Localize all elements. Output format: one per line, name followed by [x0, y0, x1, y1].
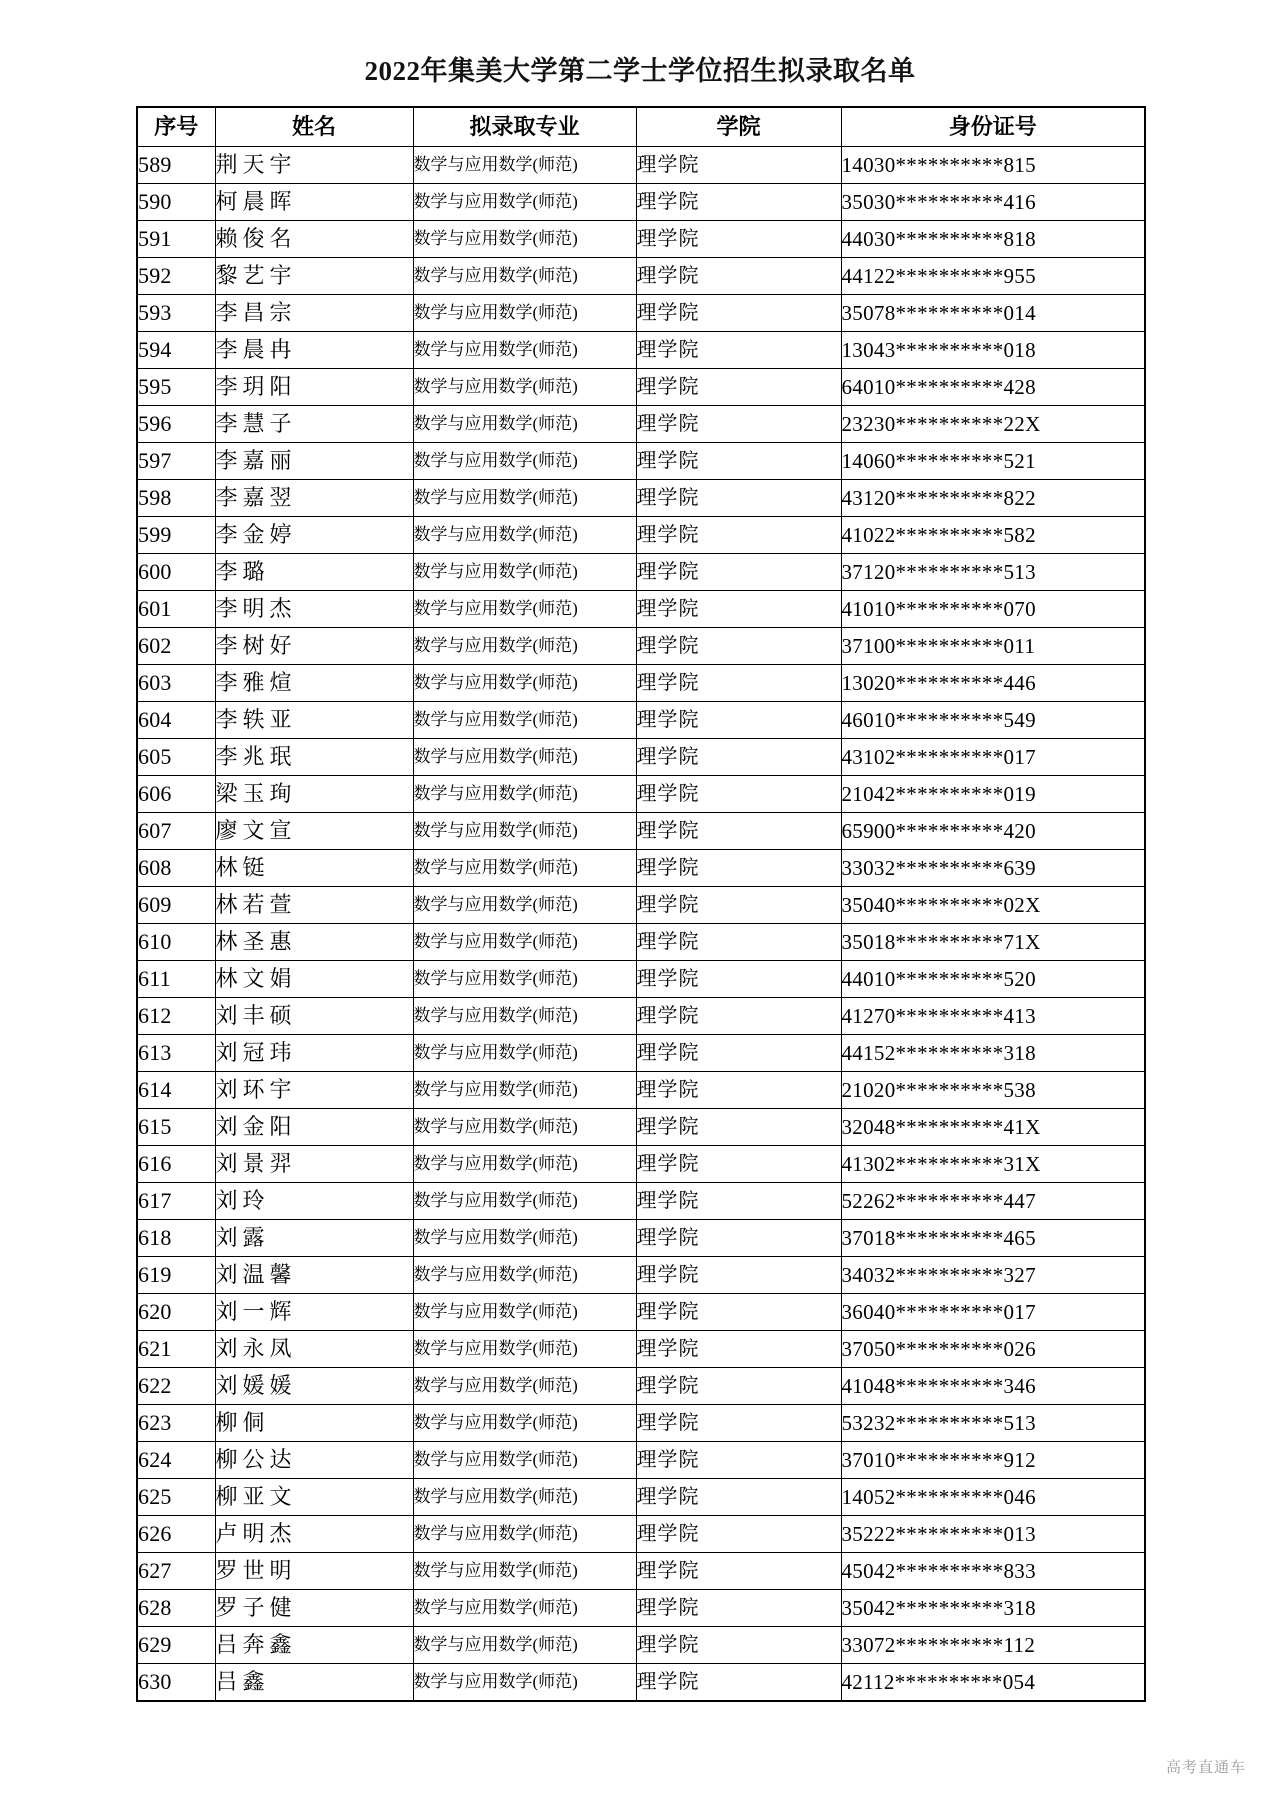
- cell-sequence: 616: [137, 1146, 215, 1183]
- cell-major: 数学与应用数学(师范): [413, 1553, 636, 1590]
- cell-major: 数学与应用数学(师范): [413, 850, 636, 887]
- cell-sequence: 603: [137, 665, 215, 702]
- table-row: [137, 184, 1145, 221]
- cell-id-number: 43120**********822: [841, 480, 1145, 517]
- cell-name: 荆天宇: [215, 147, 413, 184]
- cell-college: 理学院: [636, 147, 841, 184]
- cell-name: 林若萱: [215, 887, 413, 924]
- cell-name: 李晨冉: [215, 332, 413, 369]
- cell-sequence: 590: [137, 184, 215, 221]
- table-row: [137, 1590, 1145, 1627]
- cell-major: 数学与应用数学(师范): [413, 628, 636, 665]
- cell-major: 数学与应用数学(师范): [413, 1664, 636, 1702]
- cell-name: 廖文宣: [215, 813, 413, 850]
- table-row: [137, 1405, 1145, 1442]
- cell-college: 理学院: [636, 776, 841, 813]
- cell-sequence: 606: [137, 776, 215, 813]
- table-row: [137, 1368, 1145, 1405]
- cell-name: 刘露: [215, 1220, 413, 1257]
- cell-id-number: 37120**********513: [841, 554, 1145, 591]
- table-row: [137, 1516, 1145, 1553]
- cell-id-number: 37010**********912: [841, 1442, 1145, 1479]
- cell-sequence: 602: [137, 628, 215, 665]
- cell-id-number: 46010**********549: [841, 702, 1145, 739]
- table-row: [137, 850, 1145, 887]
- cell-college: 理学院: [636, 961, 841, 998]
- cell-college: 理学院: [636, 1220, 841, 1257]
- table-row: [137, 628, 1145, 665]
- cell-id-number: 14060**********521: [841, 443, 1145, 480]
- cell-major: 数学与应用数学(师范): [413, 739, 636, 776]
- cell-major: 数学与应用数学(师范): [413, 1442, 636, 1479]
- cell-major: 数学与应用数学(师范): [413, 665, 636, 702]
- cell-college: 理学院: [636, 998, 841, 1035]
- cell-college: 理学院: [636, 369, 841, 406]
- cell-major: 数学与应用数学(师范): [413, 147, 636, 184]
- cell-college: 理学院: [636, 554, 841, 591]
- cell-id-number: 35222**********013: [841, 1516, 1145, 1553]
- cell-id-number: 33072**********112: [841, 1627, 1145, 1664]
- table-row: [137, 332, 1145, 369]
- cell-sequence: 591: [137, 221, 215, 258]
- cell-name: 李慧子: [215, 406, 413, 443]
- cell-major: 数学与应用数学(师范): [413, 961, 636, 998]
- table-row: [137, 665, 1145, 702]
- cell-sequence: 607: [137, 813, 215, 850]
- cell-id-number: 41022**********582: [841, 517, 1145, 554]
- cell-college: 理学院: [636, 1146, 841, 1183]
- cell-sequence: 629: [137, 1627, 215, 1664]
- cell-major: 数学与应用数学(师范): [413, 1072, 636, 1109]
- cell-name: 刘一辉: [215, 1294, 413, 1331]
- table-row: [137, 1183, 1145, 1220]
- table-row: [137, 739, 1145, 776]
- cell-sequence: 598: [137, 480, 215, 517]
- cell-name: 李玥阳: [215, 369, 413, 406]
- table-row: [137, 961, 1145, 998]
- cell-id-number: 65900**********420: [841, 813, 1145, 850]
- cell-name: 柳公达: [215, 1442, 413, 1479]
- cell-major: 数学与应用数学(师范): [413, 1183, 636, 1220]
- cell-college: 理学院: [636, 221, 841, 258]
- cell-id-number: 35078**********014: [841, 295, 1145, 332]
- table-row: [137, 887, 1145, 924]
- cell-major: 数学与应用数学(师范): [413, 1220, 636, 1257]
- cell-sequence: 608: [137, 850, 215, 887]
- cell-id-number: 41010**********070: [841, 591, 1145, 628]
- cell-name: 林铤: [215, 850, 413, 887]
- cell-sequence: 625: [137, 1479, 215, 1516]
- cell-sequence: 626: [137, 1516, 215, 1553]
- cell-sequence: 604: [137, 702, 215, 739]
- table-row: [137, 591, 1145, 628]
- cell-id-number: 37050**********026: [841, 1331, 1145, 1368]
- table-row: [137, 443, 1145, 480]
- cell-major: 数学与应用数学(师范): [413, 1516, 636, 1553]
- table-row: [137, 1146, 1145, 1183]
- cell-sequence: 609: [137, 887, 215, 924]
- cell-sequence: 627: [137, 1553, 215, 1590]
- table-row: [137, 369, 1145, 406]
- cell-name: 林文娟: [215, 961, 413, 998]
- cell-college: 理学院: [636, 850, 841, 887]
- cell-sequence: 599: [137, 517, 215, 554]
- cell-id-number: 35042**********318: [841, 1590, 1145, 1627]
- cell-college: 理学院: [636, 406, 841, 443]
- cell-major: 数学与应用数学(师范): [413, 517, 636, 554]
- cell-sequence: 613: [137, 1035, 215, 1072]
- table-row: [137, 1331, 1145, 1368]
- cell-college: 理学院: [636, 443, 841, 480]
- cell-id-number: 43102**********017: [841, 739, 1145, 776]
- cell-sequence: 597: [137, 443, 215, 480]
- table-row: [137, 147, 1145, 184]
- cell-id-number: 14030**********815: [841, 147, 1145, 184]
- column-header-name: 姓名: [215, 107, 413, 147]
- table-row: [137, 813, 1145, 850]
- cell-id-number: 44010**********520: [841, 961, 1145, 998]
- cell-college: 理学院: [636, 517, 841, 554]
- cell-sequence: 595: [137, 369, 215, 406]
- cell-major: 数学与应用数学(师范): [413, 406, 636, 443]
- cell-major: 数学与应用数学(师范): [413, 295, 636, 332]
- cell-id-number: 32048**********41X: [841, 1109, 1145, 1146]
- cell-college: 理学院: [636, 1516, 841, 1553]
- cell-college: 理学院: [636, 1553, 841, 1590]
- cell-major: 数学与应用数学(师范): [413, 554, 636, 591]
- cell-college: 理学院: [636, 332, 841, 369]
- cell-sequence: 601: [137, 591, 215, 628]
- cell-id-number: 64010**********428: [841, 369, 1145, 406]
- cell-college: 理学院: [636, 1590, 841, 1627]
- cell-sequence: 620: [137, 1294, 215, 1331]
- cell-college: 理学院: [636, 1109, 841, 1146]
- cell-college: 理学院: [636, 702, 841, 739]
- roster-table-body: [137, 147, 1145, 1702]
- cell-major: 数学与应用数学(师范): [413, 776, 636, 813]
- cell-college: 理学院: [636, 295, 841, 332]
- cell-id-number: 53232**********513: [841, 1405, 1145, 1442]
- cell-college: 理学院: [636, 1072, 841, 1109]
- cell-name: 黎艺宇: [215, 258, 413, 295]
- table-row: [137, 554, 1145, 591]
- table-row: [137, 1257, 1145, 1294]
- cell-name: 梁玉珣: [215, 776, 413, 813]
- cell-college: 理学院: [636, 1442, 841, 1479]
- cell-id-number: 35018**********71X: [841, 924, 1145, 961]
- cell-major: 数学与应用数学(师范): [413, 1035, 636, 1072]
- page-title: 2022年集美大学第二学士学位招生拟录取名单: [364, 56, 916, 86]
- cell-major: 数学与应用数学(师范): [413, 1146, 636, 1183]
- cell-name: 李昌宗: [215, 295, 413, 332]
- cell-major: 数学与应用数学(师范): [413, 1257, 636, 1294]
- cell-sequence: 619: [137, 1257, 215, 1294]
- cell-name: 刘永凤: [215, 1331, 413, 1368]
- table-row: [137, 1072, 1145, 1109]
- cell-name: 刘金阳: [215, 1109, 413, 1146]
- cell-sequence: 589: [137, 147, 215, 184]
- cell-name: 罗子健: [215, 1590, 413, 1627]
- cell-college: 理学院: [636, 1405, 841, 1442]
- cell-sequence: 617: [137, 1183, 215, 1220]
- cell-major: 数学与应用数学(师范): [413, 1590, 636, 1627]
- table-row: [137, 1109, 1145, 1146]
- cell-major: 数学与应用数学(师范): [413, 221, 636, 258]
- cell-college: 理学院: [636, 628, 841, 665]
- cell-college: 理学院: [636, 813, 841, 850]
- cell-college: 理学院: [636, 591, 841, 628]
- cell-name: 刘媛媛: [215, 1368, 413, 1405]
- cell-id-number: 34032**********327: [841, 1257, 1145, 1294]
- cell-name: 李轶亚: [215, 702, 413, 739]
- cell-major: 数学与应用数学(师范): [413, 443, 636, 480]
- cell-name: 吕奔鑫: [215, 1627, 413, 1664]
- cell-id-number: 44122**********955: [841, 258, 1145, 295]
- cell-name: 吕鑫: [215, 1664, 413, 1702]
- cell-college: 理学院: [636, 1331, 841, 1368]
- cell-college: 理学院: [636, 1183, 841, 1220]
- table-row: [137, 998, 1145, 1035]
- table-row: [137, 517, 1145, 554]
- cell-major: 数学与应用数学(师范): [413, 1331, 636, 1368]
- cell-major: 数学与应用数学(师范): [413, 813, 636, 850]
- table-row: [137, 406, 1145, 443]
- table-row: [137, 1035, 1145, 1072]
- cell-sequence: 612: [137, 998, 215, 1035]
- cell-id-number: 33032**********639: [841, 850, 1145, 887]
- cell-name: 刘玲: [215, 1183, 413, 1220]
- roster-table-container: [136, 106, 1144, 1702]
- cell-id-number: 44030**********818: [841, 221, 1145, 258]
- table-row: [137, 776, 1145, 813]
- cell-id-number: 35040**********02X: [841, 887, 1145, 924]
- cell-major: 数学与应用数学(师范): [413, 258, 636, 295]
- cell-college: 理学院: [636, 480, 841, 517]
- table-row: [137, 924, 1145, 961]
- column-header-college: 学院: [636, 107, 841, 147]
- table-row: [137, 1479, 1145, 1516]
- cell-college: 理学院: [636, 258, 841, 295]
- cell-major: 数学与应用数学(师范): [413, 702, 636, 739]
- cell-name: 柳侗: [215, 1405, 413, 1442]
- cell-name: 柳亚文: [215, 1479, 413, 1516]
- cell-id-number: 23230**********22X: [841, 406, 1145, 443]
- cell-id-number: 44152**********318: [841, 1035, 1145, 1072]
- table-row: [137, 258, 1145, 295]
- cell-major: 数学与应用数学(师范): [413, 332, 636, 369]
- cell-college: 理学院: [636, 184, 841, 221]
- cell-name: 李嘉丽: [215, 443, 413, 480]
- cell-major: 数学与应用数学(师范): [413, 1294, 636, 1331]
- cell-college: 理学院: [636, 887, 841, 924]
- cell-major: 数学与应用数学(师范): [413, 1109, 636, 1146]
- table-row: [137, 1627, 1145, 1664]
- cell-id-number: 41302**********31X: [841, 1146, 1145, 1183]
- cell-sequence: 614: [137, 1072, 215, 1109]
- cell-sequence: 630: [137, 1664, 215, 1702]
- table-header-row: [137, 107, 1145, 147]
- cell-sequence: 593: [137, 295, 215, 332]
- cell-sequence: 628: [137, 1590, 215, 1627]
- cell-sequence: 600: [137, 554, 215, 591]
- cell-id-number: 45042**********833: [841, 1553, 1145, 1590]
- cell-name: 刘温馨: [215, 1257, 413, 1294]
- cell-name: 林圣惠: [215, 924, 413, 961]
- cell-major: 数学与应用数学(师范): [413, 591, 636, 628]
- cell-college: 理学院: [636, 1368, 841, 1405]
- cell-id-number: 42112**********054: [841, 1664, 1145, 1702]
- cell-name: 李兆珉: [215, 739, 413, 776]
- watermark-label: 高考直通车: [1165, 1759, 1246, 1776]
- column-header-id-number: 身份证号: [841, 107, 1145, 147]
- cell-major: 数学与应用数学(师范): [413, 369, 636, 406]
- cell-major: 数学与应用数学(师范): [413, 184, 636, 221]
- cell-college: 理学院: [636, 1479, 841, 1516]
- cell-sequence: 623: [137, 1405, 215, 1442]
- cell-major: 数学与应用数学(师范): [413, 1479, 636, 1516]
- table-row: [137, 1553, 1145, 1590]
- cell-name: 赖俊名: [215, 221, 413, 258]
- cell-college: 理学院: [636, 739, 841, 776]
- cell-name: 李树好: [215, 628, 413, 665]
- table-row: [137, 1294, 1145, 1331]
- cell-name: 李雅煊: [215, 665, 413, 702]
- admission-roster-table: [136, 106, 1146, 1702]
- cell-name: 李璐: [215, 554, 413, 591]
- cell-sequence: 610: [137, 924, 215, 961]
- cell-id-number: 14052**********046: [841, 1479, 1145, 1516]
- table-row: [137, 295, 1145, 332]
- cell-sequence: 596: [137, 406, 215, 443]
- cell-name: 刘景羿: [215, 1146, 413, 1183]
- cell-sequence: 611: [137, 961, 215, 998]
- cell-college: 理学院: [636, 1257, 841, 1294]
- cell-college: 理学院: [636, 1664, 841, 1702]
- cell-major: 数学与应用数学(师范): [413, 480, 636, 517]
- cell-name: 卢明杰: [215, 1516, 413, 1553]
- cell-name: 罗世明: [215, 1553, 413, 1590]
- cell-name: 刘冠玮: [215, 1035, 413, 1072]
- table-row: [137, 1664, 1145, 1702]
- cell-name: 李金婷: [215, 517, 413, 554]
- cell-sequence: 624: [137, 1442, 215, 1479]
- cell-college: 理学院: [636, 1035, 841, 1072]
- table-row: [137, 1442, 1145, 1479]
- cell-sequence: 615: [137, 1109, 215, 1146]
- table-row: [137, 1220, 1145, 1257]
- cell-sequence: 594: [137, 332, 215, 369]
- cell-id-number: 41270**********413: [841, 998, 1145, 1035]
- cell-major: 数学与应用数学(师范): [413, 924, 636, 961]
- cell-major: 数学与应用数学(师范): [413, 1368, 636, 1405]
- cell-id-number: 36040**********017: [841, 1294, 1145, 1331]
- cell-id-number: 37100**********011: [841, 628, 1145, 665]
- cell-name: 刘丰硕: [215, 998, 413, 1035]
- cell-college: 理学院: [636, 1627, 841, 1664]
- cell-college: 理学院: [636, 1294, 841, 1331]
- cell-sequence: 622: [137, 1368, 215, 1405]
- cell-id-number: 52262**********447: [841, 1183, 1145, 1220]
- table-row: [137, 702, 1145, 739]
- cell-major: 数学与应用数学(师范): [413, 1627, 636, 1664]
- cell-sequence: 621: [137, 1331, 215, 1368]
- cell-major: 数学与应用数学(师范): [413, 887, 636, 924]
- column-header-major: 拟录取专业: [413, 107, 636, 147]
- cell-id-number: 21020**********538: [841, 1072, 1145, 1109]
- cell-sequence: 605: [137, 739, 215, 776]
- cell-name: 李嘉翌: [215, 480, 413, 517]
- column-header-sequence: 序号: [137, 107, 215, 147]
- cell-sequence: 618: [137, 1220, 215, 1257]
- cell-id-number: 35030**********416: [841, 184, 1145, 221]
- cell-id-number: 21042**********019: [841, 776, 1145, 813]
- cell-major: 数学与应用数学(师范): [413, 998, 636, 1035]
- cell-sequence: 592: [137, 258, 215, 295]
- cell-id-number: 13020**********446: [841, 665, 1145, 702]
- table-row: [137, 221, 1145, 258]
- cell-name: 李明杰: [215, 591, 413, 628]
- cell-name: 柯晨晖: [215, 184, 413, 221]
- cell-id-number: 13043**********018: [841, 332, 1145, 369]
- cell-college: 理学院: [636, 665, 841, 702]
- cell-major: 数学与应用数学(师范): [413, 1405, 636, 1442]
- cell-college: 理学院: [636, 924, 841, 961]
- cell-name: 刘环宇: [215, 1072, 413, 1109]
- table-row: [137, 480, 1145, 517]
- cell-id-number: 37018**********465: [841, 1220, 1145, 1257]
- cell-id-number: 41048**********346: [841, 1368, 1145, 1405]
